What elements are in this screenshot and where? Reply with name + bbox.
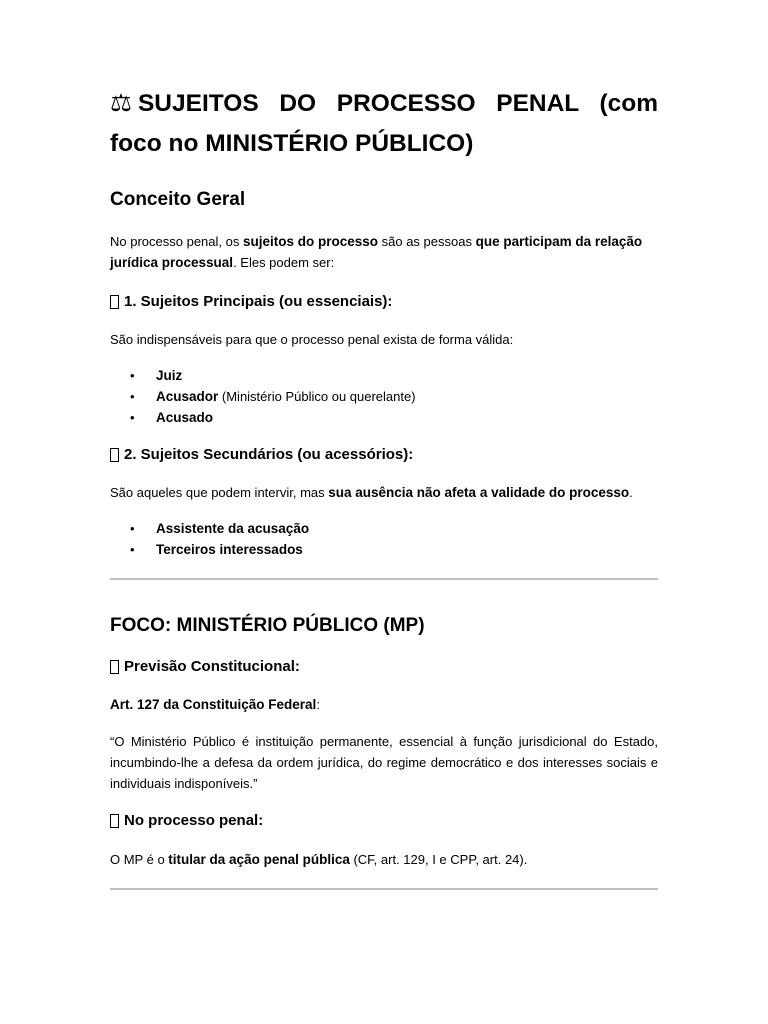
list-item-bold: Juiz <box>156 368 183 383</box>
secundarios-description <box>110 482 658 503</box>
intro-text-1: No processo penal, os <box>110 234 243 249</box>
list-item <box>110 365 658 386</box>
subheading-previsao <box>110 656 658 678</box>
intro-bold-2: que participam da relação jurídica processual <box>110 234 643 270</box>
list-item <box>110 386 658 407</box>
secundarios-text-1: São aqueles que podem intervir, mas <box>110 485 329 500</box>
document-content <box>110 84 658 890</box>
list-item-bold: Assistente da acusação <box>156 521 310 536</box>
processo-text-2: (CF, art. 129, I e CPP, art. 24). <box>349 852 528 867</box>
box-icon <box>110 660 119 674</box>
page-title <box>110 84 658 164</box>
list-item <box>110 539 658 560</box>
box-icon <box>110 295 119 309</box>
subheading-principais-text: 1. Sujeitos Principais (ou essenciais): <box>124 293 393 310</box>
page-title-text: SUJEITOS DO PROCESSO PENAL (com foco no MINISTÉRIO PÚBLICO) <box>110 90 658 157</box>
subheading-secundarios <box>110 444 658 466</box>
intro-text-3: . Eles podem ser: <box>233 255 335 270</box>
principais-description: São indispensáveis para que o processo penal exista de forma válida: <box>110 332 514 347</box>
scales-icon: ⚖ <box>110 90 132 117</box>
list-item <box>110 407 658 428</box>
subheading-processo <box>110 810 658 832</box>
article-rest: : <box>316 697 320 712</box>
list-item <box>110 518 658 539</box>
subheading-secundarios-text: 2. Sujeitos Secundários (ou acessórios): <box>124 446 414 463</box>
subheading-previsao-text: Previsão Constitucional: <box>124 658 300 675</box>
article-bold: Art. 127 da Constituição Federal <box>110 697 317 712</box>
intro-bold-1: sujeitos do processo <box>242 234 379 249</box>
secundarios-bold: sua ausência não afeta a validade do processo <box>328 485 630 500</box>
subheading-principais <box>110 291 658 313</box>
intro-text-2: são as pessoas <box>378 234 476 249</box>
section-heading-conceito: Conceito Geral <box>110 189 246 210</box>
intro-paragraph <box>110 231 658 273</box>
list-item-bold: Acusador <box>156 389 219 404</box>
horizontal-divider <box>110 888 658 890</box>
horizontal-divider <box>110 578 658 580</box>
box-icon <box>110 814 119 828</box>
section-heading-mp: FOCO: MINISTÉRIO PÚBLICO (MP) <box>110 615 425 636</box>
list-item-rest: (Ministério Público ou querelante) <box>218 389 416 404</box>
processo-bold: titular da ação penal pública <box>168 852 350 867</box>
box-icon <box>110 448 119 462</box>
list-item-bold: Terceiros interessados <box>156 542 303 557</box>
principais-list <box>110 365 658 428</box>
secundarios-text-2: . <box>629 485 633 500</box>
processo-paragraph <box>110 849 658 870</box>
article-reference <box>110 694 658 715</box>
secundarios-list <box>110 518 658 560</box>
subheading-processo-text: No processo penal: <box>124 812 264 829</box>
list-item-bold: Acusado <box>156 410 214 425</box>
processo-text-1: O MP é o <box>110 852 169 867</box>
constitution-quote: “O Ministério Público é instituição permanente, essencial à função jurisdicional do Estado, incumbindo-lhe a defesa da ordem jurídica, do regime democrático e dos interesses sociais e individuais indisponíveis.” <box>110 734 658 791</box>
